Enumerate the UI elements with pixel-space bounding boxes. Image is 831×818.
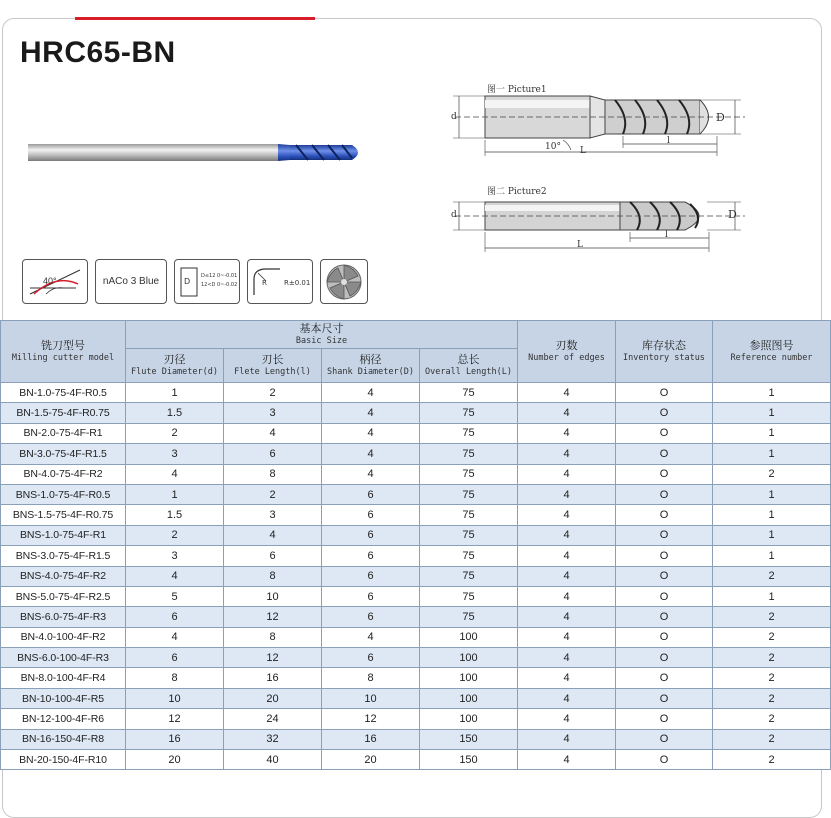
overall-length-cell: 75: [420, 464, 518, 484]
picture2-dim-d: d: [451, 210, 457, 220]
picture1-label: 图一 Picture1: [487, 85, 547, 95]
header-inventory-cn: 库存状态: [642, 339, 686, 352]
header-flute-len-cn: 刃长: [261, 353, 284, 366]
model-cell: BN-1.0-75-4F-R0.5: [1, 383, 126, 403]
flute-length-cell: 12: [224, 648, 322, 668]
flute-length-cell: 3: [224, 403, 322, 423]
edges-cell: 4: [518, 484, 616, 504]
model-cell: BNS-1.5-75-4F-R0.75: [1, 505, 126, 525]
overall-length-cell: 75: [420, 423, 518, 443]
reference-cell: 1: [713, 444, 831, 464]
four-flute-section-icon: [320, 259, 368, 304]
overall-length-cell: 100: [420, 648, 518, 668]
model-cell: BNS-6.0-100-4F-R3: [1, 648, 126, 668]
specification-table-body: [1, 383, 831, 770]
inventory-cell: O: [616, 423, 713, 443]
inventory-cell: O: [616, 668, 713, 688]
header-inventory-en: Inventory status: [623, 352, 705, 363]
header-flute-length: [224, 349, 322, 383]
edges-cell: 4: [518, 709, 616, 729]
model-cell: BN-4.0-100-4F-R2: [1, 627, 126, 647]
flute-diameter-cell: 16: [126, 729, 224, 749]
model-cell: BN-20-150-4F-R10: [1, 750, 126, 770]
overall-length-cell: 75: [420, 383, 518, 403]
reference-cell: 2: [713, 648, 831, 668]
table-row: [1, 688, 831, 708]
flute-length-cell: 6: [224, 444, 322, 464]
inventory-cell: O: [616, 586, 713, 606]
inventory-cell: O: [616, 444, 713, 464]
picture1-drawing: [445, 78, 755, 173]
flute-length-cell: 32: [224, 729, 322, 749]
table-row: [1, 627, 831, 647]
coating-label: nACo 3 Blue: [102, 276, 160, 287]
table-row: [1, 750, 831, 770]
flute-diameter-cell: 5: [126, 586, 224, 606]
header-basic-cn: 基本尺寸: [299, 322, 344, 335]
table-row: [1, 586, 831, 606]
inventory-cell: O: [616, 464, 713, 484]
radius-value: R±0.01: [284, 279, 311, 287]
inventory-cell: O: [616, 729, 713, 749]
radius-r-label: R: [262, 279, 267, 287]
edges-cell: 4: [518, 688, 616, 708]
model-cell: BN-16-150-4F-R8: [1, 729, 126, 749]
helix-angle-label: 40°: [43, 276, 57, 286]
edges-cell: 4: [518, 668, 616, 688]
flute-length-cell: 40: [224, 750, 322, 770]
edges-cell: 4: [518, 648, 616, 668]
reference-cell: 1: [713, 586, 831, 606]
flute-length-cell: 3: [224, 505, 322, 525]
header-basic-size: [126, 321, 518, 349]
overall-length-cell: 150: [420, 729, 518, 749]
reference-cell: 1: [713, 525, 831, 545]
model-cell: BN-2.0-75-4F-R1: [1, 423, 126, 443]
reference-cell: 2: [713, 750, 831, 770]
edges-cell: 4: [518, 586, 616, 606]
overall-length-cell: 100: [420, 709, 518, 729]
reference-cell: 1: [713, 383, 831, 403]
shank-diameter-cell: 8: [322, 668, 420, 688]
reference-cell: 2: [713, 729, 831, 749]
header-overall-length: [420, 349, 518, 383]
reference-cell: 1: [713, 546, 831, 566]
header-reference-cn: 参照图号: [749, 339, 794, 352]
reference-cell: 2: [713, 709, 831, 729]
reference-cell: 2: [713, 688, 831, 708]
table-row: [1, 423, 831, 443]
picture2-dim-l: l: [665, 230, 668, 240]
shank-diameter-cell: 6: [322, 484, 420, 504]
edges-cell: 4: [518, 464, 616, 484]
shank-diameter-cell: 6: [322, 525, 420, 545]
edges-cell: 4: [518, 444, 616, 464]
overall-length-cell: 75: [420, 546, 518, 566]
flute-length-cell: 24: [224, 709, 322, 729]
shank-diameter-cell: 10: [322, 688, 420, 708]
reference-cell: 2: [713, 668, 831, 688]
flute-diameter-cell: 1.5: [126, 505, 224, 525]
inventory-cell: O: [616, 607, 713, 627]
picture2-dim-D: D: [728, 208, 737, 221]
overall-length-cell: 150: [420, 750, 518, 770]
flute-diameter-cell: 4: [126, 627, 224, 647]
table-row: [1, 383, 831, 403]
specification-table: [0, 320, 831, 770]
tolerance-line2: 12<D 0~-0.02: [201, 282, 238, 288]
picture2-drawing: [445, 180, 755, 265]
model-cell: BNS-1.0-75-4F-R1: [1, 525, 126, 545]
flute-diameter-cell: 12: [126, 709, 224, 729]
shank-diameter-cell: 4: [322, 627, 420, 647]
table-row: [1, 464, 831, 484]
flute-length-cell: 16: [224, 668, 322, 688]
header-overall-cn: 总长: [457, 353, 480, 366]
flute-diameter-cell: 6: [126, 648, 224, 668]
picture1-dim-L: L: [580, 146, 586, 156]
inventory-cell: O: [616, 383, 713, 403]
table-row: [1, 525, 831, 545]
header-edges-en: Number of edges: [528, 352, 605, 363]
accent-line: [75, 17, 315, 20]
model-cell: BNS-4.0-75-4F-R2: [1, 566, 126, 586]
inventory-cell: O: [616, 688, 713, 708]
flute-diameter-cell: 2: [126, 525, 224, 545]
edges-cell: 4: [518, 729, 616, 749]
overall-length-cell: 75: [420, 586, 518, 606]
inventory-cell: O: [616, 627, 713, 647]
picture2-dim-L: L: [577, 240, 583, 250]
inventory-cell: O: [616, 648, 713, 668]
header-reference-en: Reference number: [730, 352, 813, 363]
inventory-cell: O: [616, 546, 713, 566]
overall-length-cell: 100: [420, 688, 518, 708]
flute-diameter-cell: 1.5: [126, 403, 224, 423]
model-cell: BN-10-100-4F-R5: [1, 688, 126, 708]
flute-diameter-cell: 3: [126, 444, 224, 464]
header-overall-en: Overall Length(L): [425, 366, 512, 377]
edges-cell: 4: [518, 750, 616, 770]
flute-length-cell: 12: [224, 607, 322, 627]
helix-angle-icon: [22, 259, 88, 304]
table-row: [1, 709, 831, 729]
radius-tolerance-icon: [247, 259, 313, 304]
header-shank-cn: 柄径: [359, 353, 382, 366]
flute-length-cell: 8: [224, 464, 322, 484]
page-title: HRC65-BN: [20, 36, 176, 69]
table-row: [1, 444, 831, 464]
shank-diameter-cell: 12: [322, 709, 420, 729]
overall-length-cell: 75: [420, 607, 518, 627]
flute-length-cell: 6: [224, 546, 322, 566]
shank-diameter-cell: 6: [322, 546, 420, 566]
model-cell: BN-1.5-75-4F-R0.75: [1, 403, 126, 423]
shank-diameter-cell: 4: [322, 423, 420, 443]
shank-diameter-cell: 20: [322, 750, 420, 770]
edges-cell: 4: [518, 525, 616, 545]
reference-cell: 1: [713, 505, 831, 525]
shank-diameter-cell: 6: [322, 586, 420, 606]
edges-cell: 4: [518, 566, 616, 586]
inventory-cell: O: [616, 403, 713, 423]
flute-diameter-cell: 8: [126, 668, 224, 688]
reference-cell: 1: [713, 403, 831, 423]
overall-length-cell: 75: [420, 484, 518, 504]
flute-length-cell: 4: [224, 423, 322, 443]
shank-diameter-cell: 6: [322, 566, 420, 586]
flute-length-cell: 8: [224, 627, 322, 647]
model-cell: BNS-3.0-75-4F-R1.5: [1, 546, 126, 566]
model-cell: BN-8.0-100-4F-R4: [1, 668, 126, 688]
reference-cell: 2: [713, 464, 831, 484]
model-cell: BN-3.0-75-4F-R1.5: [1, 444, 126, 464]
edges-cell: 4: [518, 546, 616, 566]
model-cell: BN-4.0-75-4F-R2: [1, 464, 126, 484]
reference-cell: 2: [713, 627, 831, 647]
overall-length-cell: 75: [420, 444, 518, 464]
picture1-angle: 10°: [545, 142, 561, 152]
shank-diameter-cell: 4: [322, 403, 420, 423]
edges-cell: 4: [518, 627, 616, 647]
flute-length-cell: 8: [224, 566, 322, 586]
shank-diameter-cell: 4: [322, 464, 420, 484]
header-basic-en: Basic Size: [295, 335, 348, 346]
picture1-dim-d: d: [451, 112, 457, 122]
flute-length-cell: 4: [224, 525, 322, 545]
inventory-cell: O: [616, 709, 713, 729]
overall-length-cell: 75: [420, 505, 518, 525]
overall-length-cell: 75: [420, 566, 518, 586]
overall-length-cell: 75: [420, 403, 518, 423]
tolerance-line1: D≤12 0~-0.01: [201, 273, 238, 279]
edges-cell: 4: [518, 423, 616, 443]
inventory-cell: O: [616, 566, 713, 586]
flute-diameter-cell: 3: [126, 546, 224, 566]
picture1-dim-D: D: [716, 111, 725, 124]
shank-diameter-cell: 6: [322, 648, 420, 668]
reference-cell: 2: [713, 607, 831, 627]
tolerance-d-label: D: [184, 277, 191, 286]
overall-length-cell: 75: [420, 525, 518, 545]
header-shank-diameter: [322, 349, 420, 383]
flute-diameter-cell: 1: [126, 383, 224, 403]
inventory-cell: O: [616, 505, 713, 525]
header-flute-diameter: [126, 349, 224, 383]
header-model: [1, 321, 126, 383]
header-edges: [518, 321, 616, 383]
flute-diameter-cell: 6: [126, 607, 224, 627]
table-row: [1, 668, 831, 688]
edges-cell: 4: [518, 383, 616, 403]
flute-diameter-cell: 10: [126, 688, 224, 708]
header-flute-dia-cn: 刃径: [163, 353, 186, 366]
inventory-cell: O: [616, 525, 713, 545]
flute-diameter-cell: 1: [126, 484, 224, 504]
picture2-label: 图二 Picture2: [487, 187, 547, 197]
overall-length-cell: 100: [420, 627, 518, 647]
reference-cell: 1: [713, 484, 831, 504]
shank-diameter-cell: 16: [322, 729, 420, 749]
table-row: [1, 566, 831, 586]
model-cell: BN-12-100-4F-R6: [1, 709, 126, 729]
header-edges-cn: 刃数: [555, 339, 578, 352]
table-row: [1, 729, 831, 749]
overall-length-cell: 100: [420, 668, 518, 688]
tool-photo: [28, 122, 368, 182]
coating-icon: [95, 259, 167, 304]
reference-cell: 1: [713, 423, 831, 443]
reference-cell: 2: [713, 566, 831, 586]
table-row: [1, 648, 831, 668]
inventory-cell: O: [616, 750, 713, 770]
shank-diameter-cell: 6: [322, 607, 420, 627]
flute-length-cell: 2: [224, 484, 322, 504]
picture1-dim-l: l: [667, 136, 670, 146]
flute-diameter-cell: 20: [126, 750, 224, 770]
model-cell: BNS-1.0-75-4F-R0.5: [1, 484, 126, 504]
header-shank-en: Shank Diameter(D): [327, 366, 414, 377]
inventory-cell: O: [616, 484, 713, 504]
flute-diameter-cell: 4: [126, 566, 224, 586]
shank-diameter-cell: 6: [322, 505, 420, 525]
edges-cell: 4: [518, 403, 616, 423]
header-model-en: Milling cutter model: [11, 352, 115, 363]
shank-diameter-cell: 4: [322, 444, 420, 464]
model-cell: BNS-6.0-75-4F-R3: [1, 607, 126, 627]
tolerance-icon: [174, 259, 240, 304]
shank-diameter-cell: 4: [322, 383, 420, 403]
edges-cell: 4: [518, 505, 616, 525]
header-inventory: [616, 321, 713, 383]
table-row: [1, 403, 831, 423]
table-row: [1, 484, 831, 504]
flute-diameter-cell: 4: [126, 464, 224, 484]
model-cell: BNS-5.0-75-4F-R2.5: [1, 586, 126, 606]
feature-icon-row: [22, 259, 368, 304]
table-row: [1, 546, 831, 566]
edges-cell: 4: [518, 607, 616, 627]
flute-length-cell: 2: [224, 383, 322, 403]
table-row: [1, 505, 831, 525]
header-flute-dia-en: Flute Diameter(d): [131, 366, 218, 377]
header-model-cn: 铣刀型号: [41, 339, 85, 352]
flute-diameter-cell: 2: [126, 423, 224, 443]
flute-length-cell: 20: [224, 688, 322, 708]
flute-length-cell: 10: [224, 586, 322, 606]
table-row: [1, 607, 831, 627]
header-reference: [713, 321, 831, 383]
header-flute-len-en: Flete Length(l): [234, 366, 311, 377]
